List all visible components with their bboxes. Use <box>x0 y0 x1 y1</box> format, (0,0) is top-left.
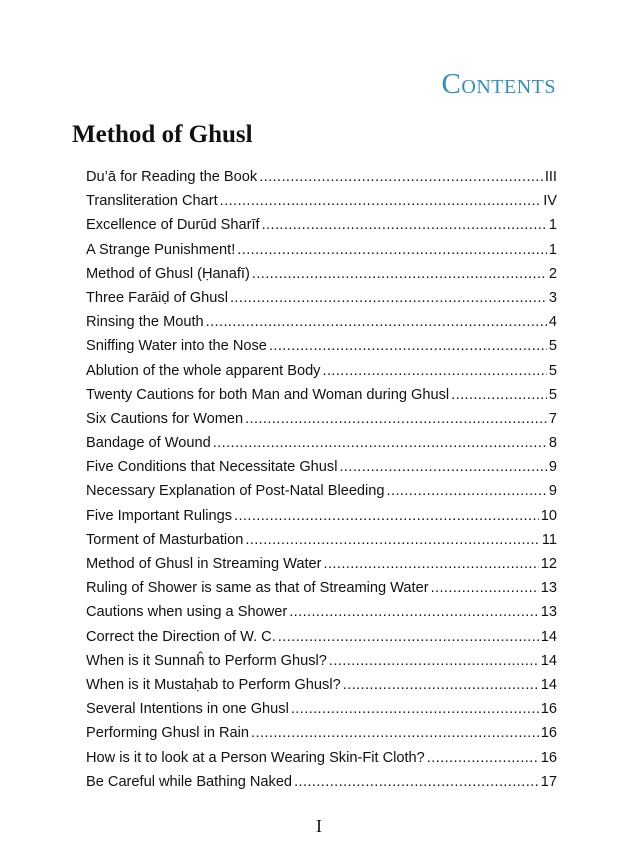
toc-entry-page: 13 <box>540 604 557 621</box>
toc-dot-leader <box>294 774 539 790</box>
toc-entry-page: 5 <box>548 362 557 379</box>
toc-dot-leader <box>262 217 547 233</box>
toc-entry-page: 9 <box>548 483 557 500</box>
toc-entry-title: Du’ā for Reading the Book <box>86 169 258 185</box>
toc-entry[interactable] <box>86 629 557 653</box>
toc-dot-leader <box>252 266 547 282</box>
toc-dot-leader <box>269 338 547 354</box>
toc-dot-leader <box>245 411 547 427</box>
toc-entry-page: 13 <box>540 580 557 597</box>
toc-entry-title: Excellence of Durūd Sharīf <box>86 217 260 234</box>
toc-entry[interactable] <box>86 435 557 459</box>
toc-entry[interactable] <box>86 580 557 604</box>
toc-entry[interactable] <box>86 290 557 314</box>
toc-entry-page: 2 <box>548 265 557 282</box>
toc-entry-page: 12 <box>540 556 557 572</box>
toc-entry-title: Twenty Cautions for both Man and Woman during Ghusl <box>86 386 450 403</box>
toc-entry[interactable] <box>86 508 557 532</box>
toc-entry-title: Three Farāiḍ of Ghusl <box>86 289 228 306</box>
toc-dot-leader <box>206 314 547 330</box>
toc-entry-title: Method of Ghusl (Ḥanafī) <box>86 265 250 282</box>
toc-entry-title: How is it to look at a Person Wearing Skin-Fit Cloth? <box>86 749 425 766</box>
toc-entry[interactable] <box>86 387 557 411</box>
toc-entry[interactable] <box>86 483 557 507</box>
toc-dot-leader <box>322 363 546 379</box>
toc-entry-title: Cautions when using a Shower <box>86 604 288 621</box>
toc-entry[interactable] <box>86 774 557 798</box>
toc-entry-title: Bandage of Wound <box>86 435 211 452</box>
toc-entry-page: 14 <box>540 628 557 645</box>
toc-entry-page: 8 <box>548 435 557 452</box>
toc-entry-title: Five Conditions that Necessitate Ghusl <box>86 459 338 476</box>
toc-entry-title: A Strange Punishment! <box>86 241 236 258</box>
toc-entry-page: 17 <box>540 773 557 790</box>
toc-entry[interactable] <box>86 266 557 290</box>
toc-dot-leader <box>237 242 547 258</box>
toc-entry-page: 3 <box>548 289 557 306</box>
toc-dot-leader <box>234 508 539 524</box>
toc-entry-page: 9 <box>548 459 557 476</box>
toc-entry-title: When is it Sunnaĥ to Perform Ghusl? <box>86 652 327 669</box>
toc-entry-title: Several Intentions in one Ghusl <box>86 701 289 718</box>
toc-dot-leader <box>251 725 539 741</box>
toc-dot-leader <box>324 556 539 572</box>
toc-entry[interactable] <box>86 677 557 701</box>
toc-entry-page: 1 <box>548 217 557 234</box>
toc-entry-title: Ablution of the whole apparent Body <box>86 362 321 379</box>
toc-entry-title: When is it Mustaḥab to Perform Ghusl? <box>86 676 341 693</box>
toc-entry-page: 5 <box>548 386 557 403</box>
toc-entry[interactable] <box>86 459 557 483</box>
toc-dot-leader <box>339 459 546 475</box>
toc-entry[interactable] <box>86 411 557 435</box>
toc-entry[interactable] <box>86 725 557 749</box>
toc-entry-page: 14 <box>540 676 557 693</box>
table-of-contents <box>86 169 557 798</box>
toc-dot-leader <box>451 387 547 403</box>
toc-entry-title: Correct the Direction of W. C. <box>86 628 276 645</box>
toc-entry-title: Ruling of Shower is same as that of Streaming Water <box>86 580 429 597</box>
toc-entry[interactable] <box>86 338 557 362</box>
toc-dot-leader <box>213 435 547 451</box>
toc-entry-title: Transliteration Chart <box>86 193 218 210</box>
page-number: I <box>316 816 322 836</box>
toc-dot-leader <box>329 653 539 669</box>
toc-dot-leader <box>427 750 539 766</box>
toc-entry-page: 10 <box>540 507 557 524</box>
toc-entry-page: 1 <box>548 241 557 258</box>
toc-entry-page: 5 <box>548 338 557 355</box>
toc-entry[interactable] <box>86 217 557 241</box>
toc-entry-page: 7 <box>548 410 557 427</box>
toc-dot-leader <box>245 532 539 548</box>
toc-entry[interactable] <box>86 314 557 338</box>
toc-dot-leader <box>387 483 547 499</box>
toc-entry-title: Method of Ghusl in Streaming Water <box>86 556 322 572</box>
toc-dot-leader <box>291 701 539 717</box>
toc-entry-page: 16 <box>540 749 557 766</box>
toc-dot-leader <box>259 169 543 185</box>
toc-entry-title: Be Careful while Bathing Naked <box>86 773 293 790</box>
toc-entry[interactable] <box>86 363 557 387</box>
toc-dot-leader <box>343 677 539 693</box>
toc-entry-title: Six Cautions for Women <box>86 410 244 427</box>
toc-entry-page: 16 <box>540 701 557 718</box>
toc-entry-title: Rinsing the Mouth <box>86 314 204 331</box>
toc-entry-page: 16 <box>540 725 557 742</box>
section-title: Method of Ghusl <box>72 121 253 148</box>
toc-entry-page: 4 <box>548 314 557 331</box>
toc-entry-page: 11 <box>541 531 557 548</box>
toc-dot-leader <box>230 290 547 306</box>
page-header-title: Contents <box>441 68 556 100</box>
toc-dot-leader <box>278 629 539 645</box>
toc-dot-leader <box>289 604 539 620</box>
toc-entry[interactable] <box>86 242 557 266</box>
toc-entry[interactable] <box>86 556 557 580</box>
toc-entry[interactable] <box>86 604 557 628</box>
toc-entry-page: 14 <box>540 652 557 669</box>
toc-entry-title: Performing Ghusl in Rain <box>86 725 250 742</box>
toc-entry[interactable] <box>86 750 557 774</box>
toc-entry[interactable] <box>86 169 557 193</box>
toc-entry[interactable] <box>86 701 557 725</box>
toc-entry-page: IV <box>543 193 557 210</box>
toc-dot-leader <box>220 193 542 209</box>
toc-entry-page: III <box>544 169 557 185</box>
toc-entry-title: Five Important Rulings <box>86 507 232 524</box>
toc-entry-title: Sniffing Water into the Nose <box>86 338 267 355</box>
toc-dot-leader <box>431 580 539 596</box>
toc-entry-title: Torment of Masturbation <box>86 531 244 548</box>
toc-entry[interactable] <box>86 532 557 556</box>
toc-entry[interactable] <box>86 193 557 217</box>
toc-entry[interactable] <box>86 653 557 677</box>
toc-entry-title: Necessary Explanation of Post-Natal Bleeding <box>86 483 385 500</box>
